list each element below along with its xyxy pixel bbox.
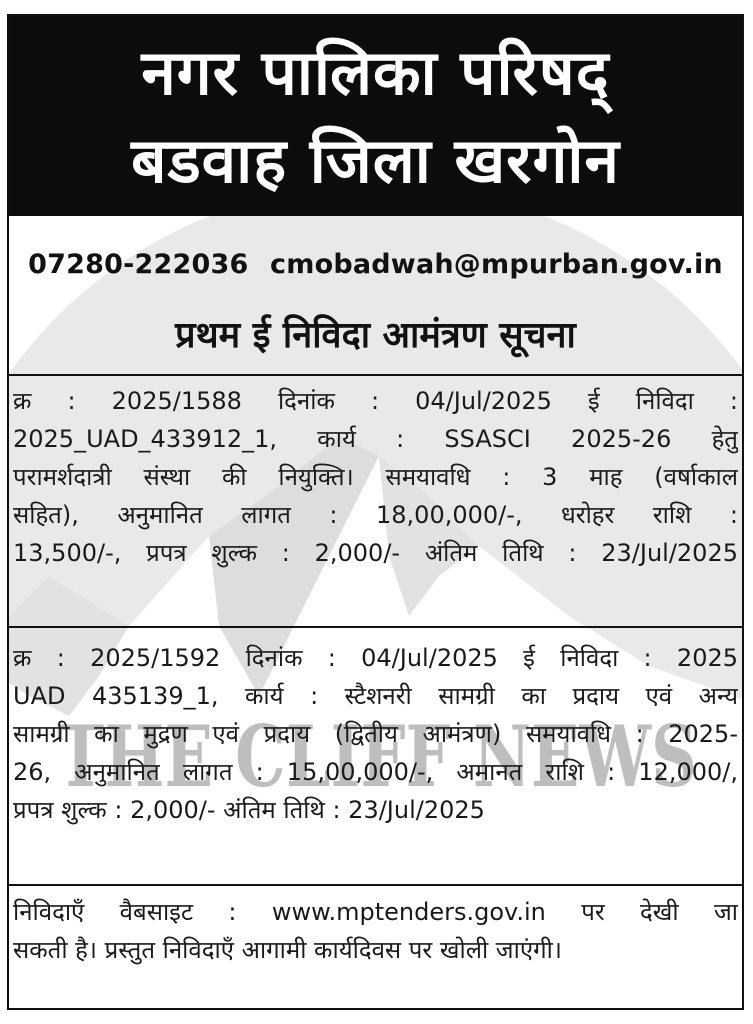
footer-note xyxy=(13,893,738,969)
tender-2-line: क्र : 2025/1592 दिनांक : 04/Jul/2025 ई निविदा : 2025 xyxy=(13,644,738,672)
tender-2-line: UAD 435139_1, कार्य : स्टैशनरी सामग्री का प्रदाय एवं अन्य xyxy=(13,682,738,710)
tender-2-line: प्रपत्र शुल्क : 2,000/- अंतिम तिथि : 23/Jul/2025 xyxy=(13,796,485,824)
tender-1-line: परामर्शदात्री संस्था की नियुक्ति। समयावधि : 3 माह (वर्षाकाल xyxy=(13,463,738,491)
watermark-circle xyxy=(9,184,744,1010)
municipality-name: नगर पालिका परिषद् xyxy=(141,36,610,109)
divider xyxy=(9,374,742,376)
divider xyxy=(9,626,742,628)
notice-subtitle: प्रथम ई निविदा आमंत्रण सूचना xyxy=(175,315,576,356)
contact-info xyxy=(9,249,742,280)
tender-1 xyxy=(13,382,738,572)
email-address[interactable]: cmobadwah@mpurban.gov.in xyxy=(270,249,723,280)
tender-1-line: 13,500/-, प्रपत्र शुल्क : 2,000/- अंतिम तिथि : 23/Jul/2025 xyxy=(13,539,738,567)
watermark-text: THE CLIFF NEWS xyxy=(57,707,697,806)
district-name: बडवाह जिला खरगोन xyxy=(131,124,620,197)
notice-header xyxy=(9,16,742,216)
tender-1-line: 2025_UAD_433912_1, कार्य : SSASCI 2025-26 हेतु xyxy=(13,425,738,453)
divider xyxy=(9,884,742,886)
tender-2-line: सामग्री का मुद्रण एवं प्रदाय (द्वितीय आमंत्रण) समयावधि : 2025- xyxy=(13,720,738,748)
tender-notice xyxy=(7,14,744,1010)
phone-number: 07280-222036 xyxy=(28,249,249,280)
tender-2 xyxy=(13,639,738,829)
footer-line: सकती है। प्रस्तुत निविदाएँ आगामी कार्यदिवस पर खोली जाएंगी। xyxy=(13,936,562,964)
tender-2-line: 26, अनुमानित लागत : 15,00,000/-, अमानत राशि : 12,000/, xyxy=(13,758,738,786)
tender-1-line: सहित), अनुमानित लागत : 18,00,000/-, धरोहर राशि : xyxy=(13,501,738,529)
tender-1-line: क्र : 2025/1588 दिनांक : 04/Jul/2025 ई निविदा : xyxy=(13,387,738,415)
footer-line: निविदाएँ वैबसाइट : www.mptenders.gov.in पर देखी जा xyxy=(13,898,738,926)
